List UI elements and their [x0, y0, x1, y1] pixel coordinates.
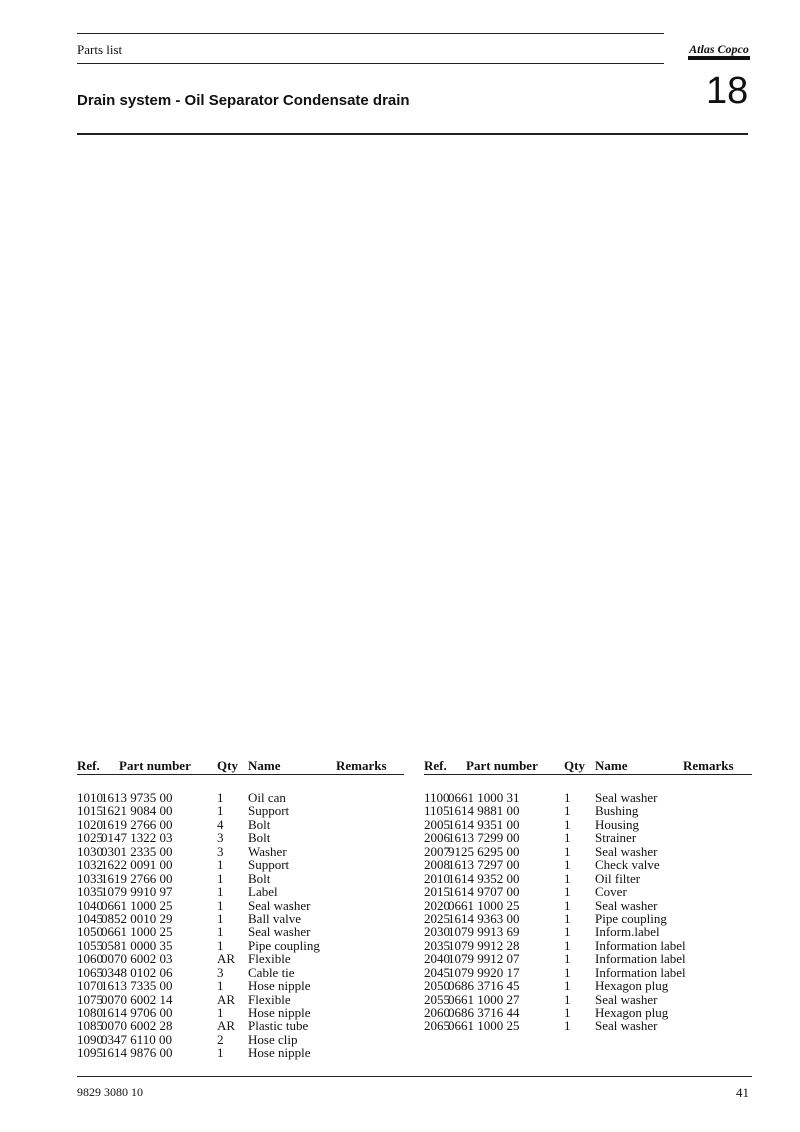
cell-name: Seal washer: [248, 924, 311, 940]
cell-part: 9125 6295 00: [448, 843, 520, 859]
cell-ref: 2025: [424, 910, 450, 926]
col-name: Name: [248, 758, 281, 773]
table-row: [77, 993, 404, 1006]
cell-qty: 1: [564, 857, 571, 873]
table-row: [77, 804, 404, 817]
cell-name: Seal washer: [595, 897, 658, 913]
cell-part: 0581 0000 35: [101, 937, 173, 953]
table-row: [424, 993, 752, 1006]
cell-name: Seal washer: [595, 790, 658, 805]
table-rows: [424, 791, 752, 1033]
table-header-rule: [77, 774, 404, 775]
cell-qty: 1: [564, 978, 571, 994]
table-row: [77, 966, 404, 979]
table-row: [424, 872, 752, 885]
cell-name: Cover: [595, 884, 627, 900]
page-title: Drain system - Oil Separator Condensate drain: [77, 92, 410, 109]
cell-qty: 1: [564, 951, 571, 967]
table-header: [424, 759, 752, 773]
cell-part: 1079 9912 07: [448, 951, 520, 967]
cell-part: 1613 7335 00: [101, 978, 173, 994]
cell-qty: 1: [217, 937, 224, 953]
cell-ref: 1070: [77, 978, 103, 994]
cell-ref: 2015: [424, 884, 450, 900]
cell-part: 0686 3716 44: [448, 1005, 520, 1020]
cell-ref: 1100: [424, 790, 450, 805]
cell-part: 0070 6002 03: [101, 951, 173, 967]
cell-name: Pipe coupling: [248, 937, 320, 953]
table-row: [77, 939, 404, 952]
cell-ref: 1033: [77, 870, 103, 886]
table-rows: [77, 791, 404, 1060]
cell-ref: 2035: [424, 937, 450, 953]
cell-part: 1614 9881 00: [448, 803, 520, 819]
cell-qty: 1: [564, 897, 571, 913]
cell-qty: AR: [217, 1018, 236, 1034]
cell-ref: 1075: [77, 991, 103, 1007]
cell-qty: 1: [564, 816, 571, 832]
table-row: [77, 791, 404, 804]
cell-name: Cable tie: [248, 964, 295, 980]
cell-name: Pipe coupling: [595, 910, 667, 926]
table-row: [424, 831, 752, 844]
cell-name: Bushing: [595, 803, 639, 819]
table-row: [424, 952, 752, 965]
col-ref: Ref.: [77, 758, 100, 773]
table-row: [77, 831, 404, 844]
table-row: [424, 979, 752, 992]
cell-ref: 1105: [424, 803, 450, 819]
col-name: Name: [595, 758, 628, 773]
cell-ref: 1020: [77, 816, 103, 832]
cell-name: Seal washer: [248, 897, 311, 913]
cell-name: Information label: [595, 951, 686, 967]
table-row: [424, 1019, 752, 1032]
cell-name: Plastic tube: [248, 1018, 309, 1034]
cell-ref: 2045: [424, 964, 450, 980]
table-row: [77, 925, 404, 938]
cell-part: 1614 9706 00: [101, 1005, 173, 1020]
svg-text:Atlas Copco: Atlas Copco: [689, 42, 749, 56]
cell-name: Strainer: [595, 830, 637, 846]
cell-part: 0147 1322 03: [101, 830, 173, 846]
table-row: [424, 818, 752, 831]
table-row: [77, 912, 404, 925]
cell-part: 0661 1000 25: [101, 897, 173, 913]
cell-qty: 1: [217, 897, 224, 913]
cell-name: Oil filter: [595, 870, 641, 886]
table-row: [424, 899, 752, 912]
cell-qty: 3: [217, 830, 224, 846]
cell-ref: 1015: [77, 803, 103, 819]
table-row: [77, 899, 404, 912]
cell-name: Housing: [595, 816, 640, 832]
col-part-number: Part number: [119, 758, 191, 773]
cell-name: Support: [248, 857, 290, 873]
cell-ref: 1025: [77, 830, 103, 846]
cell-qty: 1: [217, 924, 224, 940]
col-qty: Qty: [217, 758, 238, 773]
cell-name: Hexagon plug: [595, 978, 669, 994]
cell-name: Seal washer: [595, 991, 658, 1007]
col-part-number: Part number: [466, 758, 538, 773]
table-row: [424, 791, 752, 804]
table-row: [77, 1033, 404, 1046]
cell-qty: 1: [217, 803, 224, 819]
col-qty: Qty: [564, 758, 585, 773]
header-bottom-rule: [77, 63, 664, 64]
cell-name: Hose clip: [248, 1031, 298, 1047]
cell-ref: 1035: [77, 884, 103, 900]
table-row: [77, 818, 404, 831]
page-number: 41: [736, 1085, 749, 1100]
cell-qty: 1: [564, 910, 571, 926]
cell-qty: 3: [217, 843, 224, 859]
table-row: [77, 858, 404, 871]
cell-ref: 2050: [424, 978, 450, 994]
document-number: 9829 3080 10: [77, 1085, 143, 1099]
cell-part: 1613 9735 00: [101, 790, 173, 805]
cell-part: 1079 9910 97: [101, 884, 173, 900]
cell-name: Hose nipple: [248, 1005, 311, 1020]
table-row: [424, 939, 752, 952]
cell-ref: 1065: [77, 964, 103, 980]
cell-name: Bolt: [248, 870, 271, 886]
cell-name: Bolt: [248, 830, 271, 846]
cell-name: Hose nipple: [248, 978, 311, 994]
cell-qty: 1: [564, 937, 571, 953]
cell-ref: 1050: [77, 924, 103, 940]
cell-name: Support: [248, 803, 290, 819]
table-row: [424, 1006, 752, 1019]
cell-part: 0347 6110 00: [101, 1031, 173, 1047]
cell-part: 1613 7299 00: [448, 830, 520, 846]
atlas-copco-logo: [686, 36, 752, 62]
table-row: [77, 979, 404, 992]
cell-name: Hexagon plug: [595, 1005, 669, 1020]
cell-qty: 2: [217, 1031, 224, 1047]
col-remarks: Remarks: [336, 758, 387, 773]
cell-qty: 1: [217, 1045, 224, 1061]
cell-name: Information label: [595, 964, 686, 980]
cell-ref: 2006: [424, 830, 450, 846]
header-label: Parts list: [77, 42, 123, 57]
cell-part: 0070 6002 28: [101, 1018, 173, 1034]
cell-ref: 2040: [424, 951, 450, 967]
cell-ref: 2008: [424, 857, 450, 873]
cell-part: 0661 1000 25: [101, 924, 173, 940]
cell-part: 0686 3716 45: [448, 978, 520, 994]
cell-ref: 1055: [77, 937, 103, 953]
cell-qty: 1: [564, 964, 571, 980]
cell-ref: 1080: [77, 1005, 103, 1020]
cell-part: 1614 9352 00: [448, 870, 520, 886]
cell-qty: 1: [217, 1005, 224, 1020]
cell-qty: 1: [564, 924, 571, 940]
cell-part: 1619 2766 00: [101, 816, 173, 832]
section-number: 18: [706, 70, 749, 112]
cell-ref: 2007: [424, 843, 450, 859]
table-header: [77, 759, 404, 773]
header-top-rule: [77, 33, 664, 34]
table-row: [77, 1019, 404, 1032]
cell-part: 1613 7297 00: [448, 857, 520, 873]
cell-part: 0348 0102 06: [101, 964, 173, 980]
cell-ref: 1032: [77, 857, 103, 873]
cell-qty: 1: [217, 910, 224, 926]
table-row: [424, 885, 752, 898]
table-row: [77, 1046, 404, 1059]
cell-part: 1079 9913 69: [448, 924, 520, 940]
cell-ref: 2005: [424, 816, 450, 832]
cell-ref: 2055: [424, 991, 450, 1007]
table-row: [77, 952, 404, 965]
cell-qty: 1: [564, 1018, 571, 1034]
table-row: [424, 925, 752, 938]
table-row: [77, 1006, 404, 1019]
title-rule: [77, 133, 748, 135]
cell-ref: 1090: [77, 1031, 103, 1047]
cell-name: Bolt: [248, 816, 271, 832]
cell-qty: 1: [564, 803, 571, 819]
cell-name: Seal washer: [595, 1018, 658, 1034]
cell-part: 1079 9920 17: [448, 964, 520, 980]
cell-part: 0661 1000 25: [448, 1018, 520, 1034]
cell-part: 1619 2766 00: [101, 870, 173, 886]
cell-ref: 2065: [424, 1018, 450, 1034]
cell-ref: 1095: [77, 1045, 103, 1061]
cell-part: 1622 0091 00: [101, 857, 173, 873]
cell-qty: 1: [564, 790, 571, 805]
table-row: [77, 845, 404, 858]
cell-qty: 1: [564, 843, 571, 859]
cell-name: Washer: [248, 843, 287, 859]
cell-name: Label: [248, 884, 278, 900]
cell-part: 0661 1000 31: [448, 790, 520, 805]
table-header-rule: [424, 774, 752, 775]
cell-qty: 1: [217, 884, 224, 900]
table-row: [424, 912, 752, 925]
cell-part: 0852 0010 29: [101, 910, 173, 926]
footer-rule: [77, 1076, 752, 1077]
col-ref: Ref.: [424, 758, 447, 773]
cell-part: 1614 9876 00: [101, 1045, 173, 1061]
cell-ref: 2060: [424, 1005, 450, 1020]
cell-part: 0661 1000 25: [448, 897, 520, 913]
table-row: [424, 966, 752, 979]
cell-qty: 1: [564, 884, 571, 900]
cell-qty: 1: [217, 790, 224, 805]
cell-ref: 1010: [77, 790, 103, 805]
cell-qty: 4: [217, 816, 224, 832]
cell-ref: 1040: [77, 897, 103, 913]
parts-table-right: [424, 759, 752, 1033]
cell-name: Inform.label: [595, 924, 660, 940]
cell-part: 0070 6002 14: [101, 991, 173, 1007]
cell-name: Hose nipple: [248, 1045, 311, 1061]
cell-part: 1621 9084 00: [101, 803, 173, 819]
cell-ref: 1060: [77, 951, 103, 967]
cell-name: Seal washer: [595, 843, 658, 859]
cell-ref: 1085: [77, 1018, 103, 1034]
parts-table-left: [77, 759, 404, 1060]
cell-part: 1614 9363 00: [448, 910, 520, 926]
cell-part: 1614 9351 00: [448, 816, 520, 832]
cell-qty: 1: [564, 830, 571, 846]
cell-qty: 1: [564, 870, 571, 886]
cell-qty: AR: [217, 991, 236, 1007]
cell-qty: 1: [564, 991, 571, 1007]
cell-name: Flexible: [248, 951, 291, 967]
table-row: [424, 858, 752, 871]
cell-qty: 1: [564, 1005, 571, 1020]
table-row: [424, 845, 752, 858]
cell-ref: 2020: [424, 897, 450, 913]
cell-part: 1614 9707 00: [448, 884, 520, 900]
col-remarks: Remarks: [683, 758, 734, 773]
table-row: [77, 872, 404, 885]
cell-qty: 1: [217, 870, 224, 886]
cell-ref: 1045: [77, 910, 103, 926]
cell-qty: 1: [217, 978, 224, 994]
cell-qty: AR: [217, 951, 236, 967]
cell-name: Ball valve: [248, 910, 302, 926]
table-row: [77, 885, 404, 898]
cell-ref: 1030: [77, 843, 103, 859]
cell-name: Check valve: [595, 857, 660, 873]
cell-part: 0661 1000 27: [448, 991, 520, 1007]
table-row: [424, 804, 752, 817]
cell-name: Flexible: [248, 991, 291, 1007]
cell-ref: 2030: [424, 924, 450, 940]
cell-qty: 3: [217, 964, 224, 980]
cell-name: Oil can: [248, 790, 286, 805]
cell-qty: 1: [217, 857, 224, 873]
cell-part: 1079 9912 28: [448, 937, 520, 953]
cell-name: Information label: [595, 937, 686, 953]
cell-part: 0301 2335 00: [101, 843, 173, 859]
cell-ref: 2010: [424, 870, 450, 886]
